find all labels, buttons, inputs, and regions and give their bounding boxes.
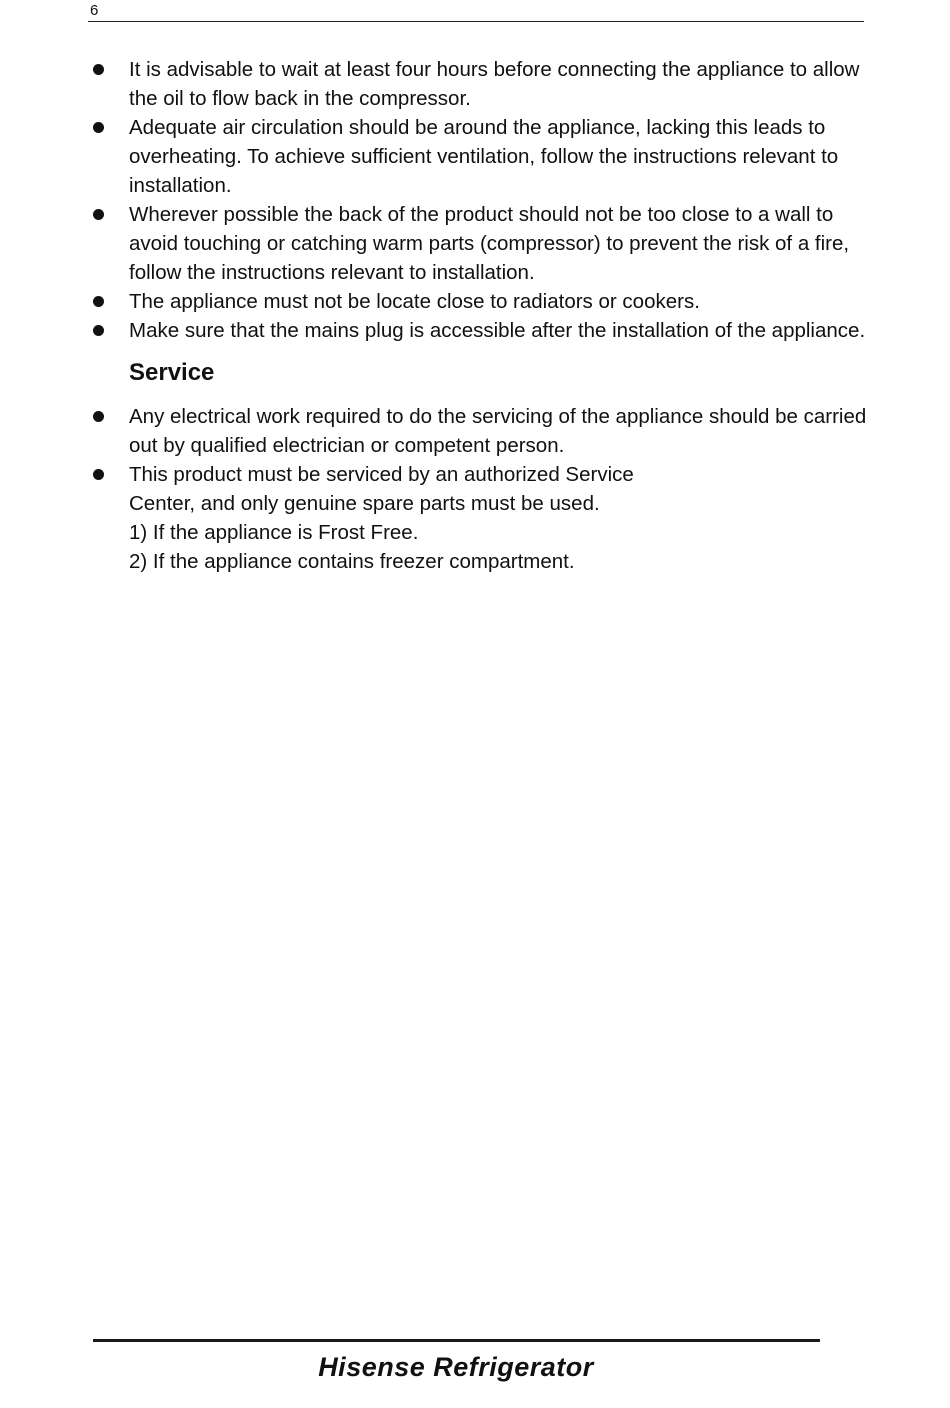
service-bullet-list bbox=[0, 402, 950, 518]
page-content bbox=[0, 55, 950, 576]
list-item-text: Make sure that the mains plug is accessible after the installation of the appliance. bbox=[129, 319, 866, 342]
bullet-icon bbox=[93, 469, 104, 480]
list-item-text: Any electrical work required to do the servicing of the appliance should be carried out by qualified electrician or competent person. bbox=[129, 405, 867, 457]
list-item bbox=[0, 460, 869, 518]
footnote-freezer: 2) If the appliance contains freezer compartment. bbox=[129, 550, 575, 573]
bullet-icon bbox=[93, 411, 104, 422]
footnote-frost-free: 1) If the appliance is Frost Free. bbox=[129, 521, 419, 544]
bullet-icon bbox=[93, 122, 104, 133]
list-item-text: It is advisable to wait at least four hours before connecting the appliance to allow the oil to flow back in the compressor. bbox=[129, 58, 860, 110]
list-item bbox=[0, 402, 869, 460]
list-item bbox=[0, 113, 869, 200]
brand-logo: Hisense Refrigerator bbox=[318, 1352, 594, 1382]
bullet-icon bbox=[93, 325, 104, 336]
list-item bbox=[0, 200, 869, 287]
list-item-text: The appliance must not be locate close to radiators or cookers. bbox=[129, 290, 700, 313]
list-item bbox=[0, 287, 869, 316]
header-divider bbox=[88, 21, 864, 22]
footer-divider bbox=[93, 1339, 820, 1342]
list-item bbox=[0, 55, 869, 113]
list-item-text: Wherever possible the back of the product should not be too close to a wall to avoid touching or catching warm parts (compressor) to prevent the risk of a fire, follow the instructions relevant to installation. bbox=[129, 203, 850, 284]
bullet-icon bbox=[93, 296, 104, 307]
service-heading: Service bbox=[129, 359, 215, 386]
list-item-text: Adequate air circulation should be around the appliance, lacking this leads to overheating. To achieve sufficient ventilation, follow the instructions relevant to installation. bbox=[129, 116, 839, 197]
bullet-icon bbox=[93, 209, 104, 220]
bullet-icon bbox=[93, 64, 104, 75]
list-item-text: This product must be serviced by an authorized Service Center, and only genuine spare parts must be used. bbox=[129, 463, 634, 515]
page-number: 6 bbox=[90, 2, 99, 19]
list-item bbox=[0, 316, 869, 345]
safety-bullet-list bbox=[0, 55, 950, 345]
